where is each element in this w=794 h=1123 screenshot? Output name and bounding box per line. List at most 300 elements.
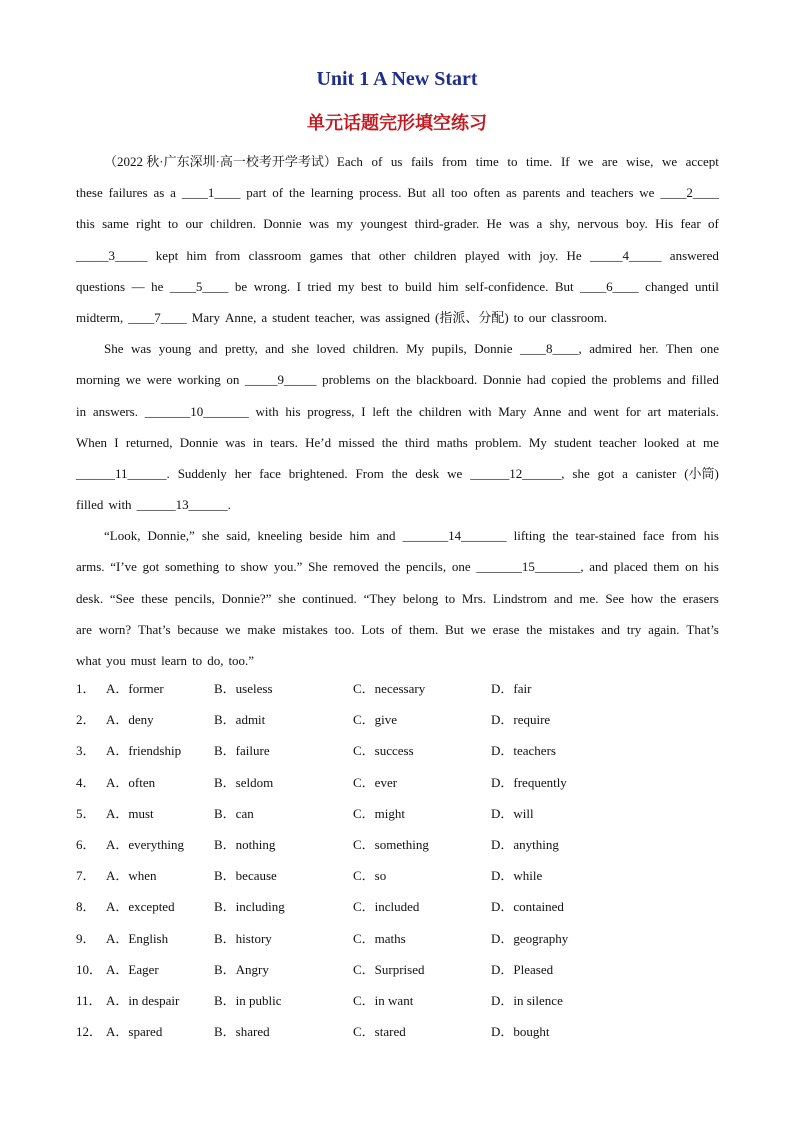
passage-word: Mary xyxy=(191,309,220,325)
passage-word: the xyxy=(396,403,413,419)
passage-word: her. xyxy=(639,341,659,357)
passage-word: Donnie xyxy=(263,216,302,232)
option-a: A．in despair xyxy=(106,992,180,1008)
question-row xyxy=(76,860,719,891)
passage-word: she xyxy=(201,528,220,544)
blank-word: ____1____ xyxy=(181,185,241,201)
blank-word: _______15_______, xyxy=(476,559,584,575)
passage-word: filled xyxy=(76,497,104,513)
passage-word: Donnie xyxy=(482,372,522,388)
passage-word: be xyxy=(234,278,248,294)
passage-line xyxy=(76,177,719,208)
passage-word: a xyxy=(261,309,268,325)
passage-word: to xyxy=(192,653,203,668)
passage-word: blackboard. xyxy=(416,372,478,388)
passage-word: pupils, xyxy=(431,341,467,357)
option-b: B．can xyxy=(214,805,254,821)
option-a: A．often xyxy=(106,774,156,790)
passage-word: from xyxy=(671,528,697,544)
passage-word: the xyxy=(381,434,398,450)
passage-word: his xyxy=(703,528,719,544)
passage-word: we xyxy=(447,465,463,481)
passage-word: too xyxy=(450,185,468,201)
passage-word: she xyxy=(572,465,590,481)
passage-word: accept xyxy=(685,154,719,169)
passage-word: as xyxy=(153,185,165,201)
passage-word: From xyxy=(355,465,384,481)
question-row xyxy=(76,954,719,985)
option-c: C．included xyxy=(353,899,420,915)
passage-word: “See xyxy=(109,590,135,606)
blank-word: _____9_____ xyxy=(244,372,317,388)
passage-word: in xyxy=(76,403,87,419)
passage-word: of xyxy=(371,154,383,169)
passage-word: kept xyxy=(155,247,179,263)
passage-word: was xyxy=(509,216,530,232)
passage-word: these xyxy=(141,590,168,606)
passage-word: “They xyxy=(363,590,397,606)
passage-word: on xyxy=(685,559,699,575)
passage-word: him xyxy=(438,278,459,294)
passage-word: a xyxy=(170,185,176,201)
passage-word: My xyxy=(528,434,547,450)
passage-line xyxy=(76,333,719,364)
passage-word: But xyxy=(445,621,464,637)
passage-word: we xyxy=(225,621,241,637)
passage-word: played xyxy=(464,247,500,263)
blank-word: ______13______. xyxy=(136,497,231,513)
passage-word: I xyxy=(361,403,366,419)
passage-word: children. xyxy=(352,341,399,357)
passage-word: a xyxy=(536,216,543,232)
passage-word: she xyxy=(291,341,309,357)
option-b: B．seldom xyxy=(214,774,274,790)
passage-word: until xyxy=(694,278,719,294)
option-d: D．teachers xyxy=(491,743,556,759)
passage-word: Then xyxy=(665,341,693,357)
passage-word: and xyxy=(568,403,587,419)
passage-word: are xyxy=(76,621,92,637)
question-row xyxy=(76,891,719,922)
passage-word: to xyxy=(513,309,524,325)
passage-word: our xyxy=(528,309,547,325)
passage-word: He xyxy=(566,247,582,263)
question-number: 4． xyxy=(76,774,96,790)
passage-word: and xyxy=(566,185,585,201)
option-d: D．geography xyxy=(491,930,569,946)
passage-word: the xyxy=(289,185,305,201)
passage-word: often xyxy=(473,185,501,201)
question-row xyxy=(76,923,719,954)
question-number: 3． xyxy=(76,743,96,759)
passage-word: with xyxy=(468,403,492,419)
passage-word: copied xyxy=(551,372,586,388)
passage-line xyxy=(76,489,719,520)
passage-word: Donnie xyxy=(179,434,218,450)
passage-word: time. xyxy=(526,154,553,169)
passage-word: Donnie xyxy=(474,341,513,357)
passage-word: face xyxy=(642,528,665,544)
option-a: A．former xyxy=(106,681,164,696)
passage-word: desk xyxy=(415,465,440,481)
option-d: D．anything xyxy=(491,836,559,852)
passage-word: missed xyxy=(338,434,375,450)
passage-word: and xyxy=(667,372,686,388)
question-number: 9． xyxy=(76,930,96,946)
passage-word: mistakes xyxy=(282,621,328,637)
blank-word: ______12______, xyxy=(470,465,565,481)
passage-word: to xyxy=(168,216,179,232)
passage-word: Lots xyxy=(361,621,385,637)
passage-line xyxy=(76,302,719,333)
passage-word: problems xyxy=(613,372,662,388)
option-a: A．excepted xyxy=(106,899,175,915)
option-a: A．when xyxy=(106,868,157,884)
blank-word: ____7____ xyxy=(128,309,187,325)
option-c: C．in want xyxy=(353,992,414,1008)
passage-word: this xyxy=(76,216,95,232)
passage-word: My xyxy=(406,341,425,357)
passage-line xyxy=(76,364,719,395)
passage-word: with xyxy=(108,497,132,513)
passage-word: children xyxy=(419,403,462,419)
blank-word: _____4_____ xyxy=(590,247,662,263)
passage-word: morning xyxy=(76,372,121,388)
passage-word: me. xyxy=(579,590,599,606)
option-c: C．Surprised xyxy=(353,961,425,977)
passage-word: his xyxy=(703,559,719,575)
question-row xyxy=(76,767,719,798)
passage-word: in xyxy=(252,434,263,450)
passage-word: and xyxy=(553,590,573,606)
passage-word: Anne, xyxy=(224,309,257,325)
document-title: Unit 1 A New Start xyxy=(316,68,478,90)
option-a: A．English xyxy=(106,930,169,946)
passage-word: continued. xyxy=(302,590,357,606)
passage-word: me xyxy=(703,434,719,450)
passage-word: admired xyxy=(589,341,632,357)
option-a: A．friendship xyxy=(106,743,182,759)
passage-word: Anne xyxy=(533,403,562,419)
passage-word: too.” xyxy=(228,653,255,668)
blank-word: ____5____ xyxy=(169,278,229,294)
question-number: 6． xyxy=(76,836,96,852)
passage-word: we xyxy=(125,372,141,388)
passage-word: arms. xyxy=(76,559,105,575)
passage-word: self-confidence. xyxy=(465,278,549,294)
option-c: C．maths xyxy=(353,930,406,946)
question-number: 12． xyxy=(76,1024,103,1040)
blank-word: _______10_______ xyxy=(144,403,249,419)
document-subtitle: 单元话题完形填空练习 xyxy=(307,113,487,134)
passage-word: got xyxy=(142,559,160,575)
question-row xyxy=(76,735,719,766)
passage-word: That’s xyxy=(138,621,171,637)
passage-word: changed xyxy=(645,278,689,294)
passage-word: Donnie,” xyxy=(147,528,195,544)
passage-word: student xyxy=(272,309,310,325)
option-c: C．so xyxy=(353,868,387,884)
passage-word: questions xyxy=(76,278,126,294)
passage-word: pretty, xyxy=(225,341,258,357)
passage-word: as xyxy=(506,185,517,201)
passage-word: pencils, xyxy=(406,559,447,575)
passage-word: with xyxy=(255,403,279,419)
passage-word: to xyxy=(224,559,235,575)
passage-word: and xyxy=(198,341,218,357)
option-b: B．shared xyxy=(214,1024,270,1040)
option-d: D．frequently xyxy=(491,774,567,790)
passage-word: to xyxy=(388,278,399,294)
passage-word: problem. xyxy=(475,434,522,450)
passage-word: worn? xyxy=(98,621,132,637)
passage-word: from xyxy=(215,247,241,263)
option-c: C．success xyxy=(353,743,414,759)
passage-word: returned, xyxy=(125,434,173,450)
passage-line xyxy=(76,583,719,614)
passage-word: teacher xyxy=(598,434,637,450)
passage-word: materials. xyxy=(667,403,719,419)
passage-word: too. xyxy=(334,621,355,637)
passage-word: learning xyxy=(310,185,354,201)
passage-word: filled xyxy=(691,372,719,388)
passage-word: one xyxy=(700,341,719,357)
passage-word: with xyxy=(507,247,531,263)
option-d: D．while xyxy=(491,868,543,884)
passage-word: “Look, xyxy=(104,528,141,544)
question-number: 7． xyxy=(76,868,96,884)
blank-word: ______11______. xyxy=(76,465,170,481)
question-number: 2． xyxy=(76,712,96,728)
passage-word: the xyxy=(384,559,401,575)
passage-word: young xyxy=(158,341,192,357)
passage-word: problems xyxy=(322,372,371,388)
passage-word: She xyxy=(104,341,124,357)
question-number: 8． xyxy=(76,899,96,915)
question-number: 5． xyxy=(76,805,96,821)
passage-word: for xyxy=(625,403,641,419)
option-c: C．might xyxy=(353,805,406,821)
passage-word: at xyxy=(686,434,696,450)
passage-word: （2022 秋·广东深圳·高一校考开学考试）Each xyxy=(104,154,363,169)
passage-word: pencils, xyxy=(174,590,215,606)
passage-word: of xyxy=(708,216,719,232)
passage-word: had xyxy=(526,372,546,388)
passage-word: desk. xyxy=(76,590,104,606)
passage-word: But xyxy=(554,278,574,294)
passage-word: brightened. xyxy=(288,465,348,481)
passage-word: we xyxy=(639,185,655,201)
passage-word: children xyxy=(413,247,457,263)
passage-word: build xyxy=(405,278,432,294)
passage-word: from xyxy=(441,154,468,169)
passage-word: other xyxy=(378,247,406,263)
passage-word: on xyxy=(376,372,390,388)
passage-word: That’s xyxy=(686,621,719,637)
passage-word: I xyxy=(114,434,119,450)
passage-word: — xyxy=(131,278,145,294)
passage-word: progress, xyxy=(307,403,355,419)
option-b: B．nothing xyxy=(214,836,276,852)
passage-word: do, xyxy=(207,653,224,668)
passage-word: classroom xyxy=(248,247,302,263)
question-row xyxy=(76,1016,719,1047)
passage-word: them xyxy=(653,559,680,575)
passage-word: He’d xyxy=(305,434,332,450)
passage-word: (小筒) xyxy=(684,465,719,481)
passage-word: answered xyxy=(669,247,719,263)
option-d: D．Pleased xyxy=(491,961,554,977)
option-a: A．spared xyxy=(106,1024,163,1040)
passage-word: removed xyxy=(333,559,379,575)
passage-word: fear xyxy=(680,216,701,232)
passage-line xyxy=(76,208,719,239)
passage-word: him xyxy=(186,247,207,263)
option-b: B．Angry xyxy=(214,961,269,977)
passage-line xyxy=(76,645,719,676)
passage-word: See xyxy=(605,590,625,606)
passage-word: we xyxy=(470,621,486,637)
passage-line xyxy=(76,146,719,177)
passage-word: us xyxy=(390,154,403,169)
passage-word: His xyxy=(655,216,674,232)
passage-word: joy. xyxy=(539,247,559,263)
option-b: B．failure xyxy=(214,743,270,759)
question-row xyxy=(76,673,719,704)
passage-word: the xyxy=(591,372,608,388)
cloze-passage xyxy=(76,146,719,676)
blank-word: ____2____ xyxy=(660,185,719,201)
blank-word: ____6____ xyxy=(580,278,639,294)
passage-word: was xyxy=(225,434,246,450)
passage-word: maths xyxy=(436,434,468,450)
option-b: B．history xyxy=(214,930,272,946)
passage-word: erase xyxy=(492,621,520,637)
passage-word: of xyxy=(272,185,284,201)
passage-word: try xyxy=(626,621,642,637)
passage-word: were xyxy=(146,372,172,388)
passage-word: third xyxy=(404,434,430,450)
option-a: A．everything xyxy=(106,836,184,852)
option-c: C．give xyxy=(353,712,398,728)
passage-word: my xyxy=(337,278,355,294)
passage-word: our xyxy=(185,216,203,232)
passage-word: to xyxy=(507,154,518,169)
passage-word: learn xyxy=(161,653,188,668)
passage-word: art xyxy=(647,403,662,419)
passage-word: Lindstrom xyxy=(492,590,548,606)
passage-word: youngest xyxy=(360,216,408,232)
option-d: D．require xyxy=(491,712,551,728)
passage-word: and xyxy=(589,559,609,575)
passage-word: right xyxy=(136,216,161,232)
passage-word: the xyxy=(660,590,676,606)
option-b: B．useless xyxy=(214,681,273,696)
passage-word: you.” xyxy=(273,559,303,575)
option-d: D．will xyxy=(491,805,534,821)
passage-word: show xyxy=(240,559,269,575)
passage-word: them. xyxy=(408,621,439,637)
passage-word: same xyxy=(102,216,129,232)
passage-word: her xyxy=(234,465,252,481)
question-row xyxy=(76,798,719,829)
passage-word: make xyxy=(247,621,276,637)
passage-word: and xyxy=(601,621,621,637)
passage-word: the xyxy=(526,621,543,637)
option-b: B．including xyxy=(214,899,285,915)
option-d: D．fair xyxy=(491,681,532,696)
passage-word: boy. xyxy=(625,216,648,232)
passage-word: working xyxy=(177,372,221,388)
passage-word: time xyxy=(475,154,499,169)
option-d: D．contained xyxy=(491,899,564,915)
passage-word: But xyxy=(407,185,427,201)
option-b: B．because xyxy=(214,868,277,884)
passage-word: and xyxy=(265,341,285,357)
option-d: D．in silence xyxy=(491,992,563,1008)
passage-word: you xyxy=(106,653,126,668)
passage-word: she xyxy=(278,590,296,606)
passage-line xyxy=(76,427,719,458)
passage-word: canister xyxy=(635,465,677,481)
passage-word: He xyxy=(486,216,502,232)
passage-word: how xyxy=(630,590,654,606)
passage-word: Suddenly xyxy=(177,465,227,481)
passage-line xyxy=(76,614,719,645)
option-c: C．something xyxy=(353,836,429,852)
passage-word: placed xyxy=(613,559,648,575)
passage-word: answers. xyxy=(92,403,138,419)
passage-word: tear-stained xyxy=(575,528,636,544)
passage-word: his xyxy=(285,403,301,419)
passage-word: we xyxy=(578,154,594,169)
option-c: C．stared xyxy=(353,1024,406,1040)
passage-word: best xyxy=(360,278,382,294)
passage-line xyxy=(76,551,719,582)
passage-word: again. xyxy=(648,621,680,637)
passage-word: Donnie?” xyxy=(221,590,272,606)
passage-word: nervous xyxy=(577,216,619,232)
passage-word: got xyxy=(597,465,615,481)
passage-word: was xyxy=(131,341,152,357)
passage-word: kneeling xyxy=(257,528,303,544)
passage-word: classroom. xyxy=(551,309,608,325)
passage-word: was xyxy=(360,309,381,325)
passage-word: looked xyxy=(643,434,680,450)
passage-word: lifting xyxy=(513,528,546,544)
passage-word: must xyxy=(130,653,157,668)
passage-word: went xyxy=(593,403,619,419)
passage-word: games xyxy=(309,247,343,263)
passage-word: wise, xyxy=(626,154,654,169)
passage-word: shy, xyxy=(549,216,571,232)
option-b: B．in public xyxy=(214,992,282,1008)
passage-word: him xyxy=(349,528,370,544)
passage-word: a xyxy=(622,465,628,481)
passage-word: children. xyxy=(210,216,256,232)
option-a: A．must xyxy=(106,805,154,821)
passage-word: belong xyxy=(402,590,439,606)
passage-word: “I’ve xyxy=(110,559,137,575)
passage-word: process. xyxy=(359,185,402,201)
passage-word: something xyxy=(164,559,220,575)
passage-word: I xyxy=(296,278,301,294)
passage-word: of xyxy=(391,621,403,637)
passage-word: mistakes xyxy=(548,621,595,637)
passage-word: midterm, xyxy=(76,309,124,325)
passage-word: he xyxy=(151,278,164,294)
passage-word: on xyxy=(226,372,240,388)
